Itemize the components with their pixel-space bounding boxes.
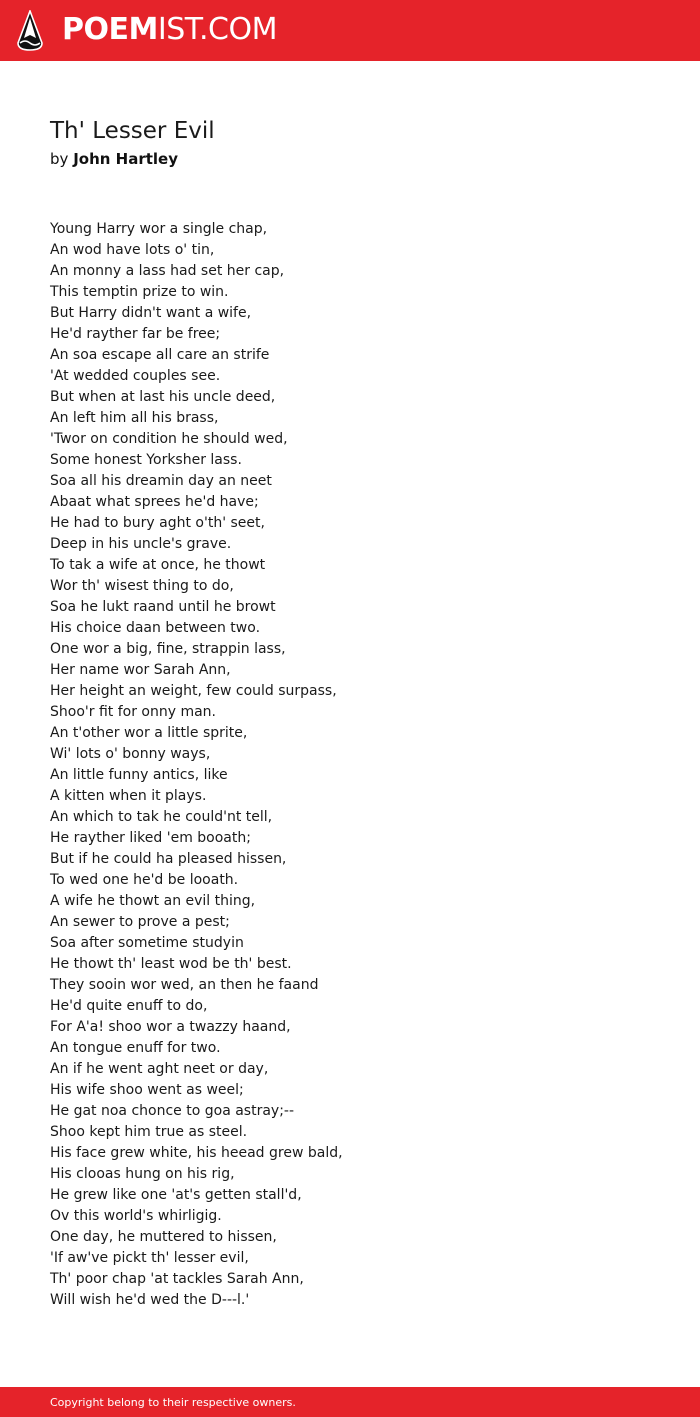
poem-line: For A'a! shoo wor a twazzy haand, <box>50 1019 291 1035</box>
poem-line: Will wish he'd wed the D---l.' <box>50 1292 250 1308</box>
poem-line: But when at last his uncle deed, <box>50 389 276 405</box>
logo-text-light: IST.COM <box>157 12 277 47</box>
pen-nib-icon[interactable] <box>17 10 43 51</box>
site-logo[interactable] <box>62 12 277 48</box>
poem-body <box>50 219 670 1311</box>
poem-line: A kitten when it plays. <box>50 788 207 804</box>
poem-line: Deep in his uncle's grave. <box>50 536 232 552</box>
poem-line: He'd rayther far be free; <box>50 326 221 342</box>
poem-line: An monny a lass had set her cap, <box>50 263 285 279</box>
poem-line: To wed one he'd be looath. <box>50 872 239 888</box>
poem-line: He grew like one 'at's getten stall'd, <box>50 1187 302 1203</box>
poem-line: 'If aw've pickt th' lesser evil, <box>50 1250 249 1266</box>
poem-line: He gat noa chonce to goa astray;-- <box>50 1103 295 1119</box>
poem-line: He thowt th' least wod be th' best. <box>50 956 292 972</box>
poem-line: An left him all his brass, <box>50 410 219 426</box>
poem-line: He'd quite enuff to do, <box>50 998 208 1014</box>
poem-line: Her height an weight, few could surpass, <box>50 683 337 699</box>
poem-line: An soa escape all care an strife <box>50 347 270 363</box>
poem-line: An tongue enuff for two. <box>50 1040 221 1056</box>
poem-line: Her name wor Sarah Ann, <box>50 662 231 678</box>
poem-line: One wor a big, fine, strappin lass, <box>50 641 286 657</box>
byline <box>50 148 178 170</box>
poem-line: Soa after sometime studyin <box>50 935 244 951</box>
poem-line: Ov this world's whirligig. <box>50 1208 222 1224</box>
site-footer <box>0 1387 700 1417</box>
author-name: John Hartley <box>73 150 178 168</box>
poem-line: An sewer to prove a pest; <box>50 914 230 930</box>
poem-line: Soa he lukt raand until he browt <box>50 599 276 615</box>
poem-line: 'At wedded couples see. <box>50 368 221 384</box>
poem-line: Wi' lots o' bonny ways, <box>50 746 211 762</box>
poem-line: One day, he muttered to hissen, <box>50 1229 277 1245</box>
poem-line: An t'other wor a little sprite, <box>50 725 248 741</box>
poem-line: But Harry didn't want a wife, <box>50 305 252 321</box>
poem-line: His clooas hung on his rig, <box>50 1166 235 1182</box>
poem-line: A wife he thowt an evil thing, <box>50 893 256 909</box>
poem-line: Some honest Yorksher lass. <box>50 452 242 468</box>
poem-line: His wife shoo went as weel; <box>50 1082 244 1098</box>
poem-line: An which to tak he could'nt tell, <box>50 809 273 825</box>
poem-line: Shoo'r fit for onny man. <box>50 704 216 720</box>
poem-line: He rayther liked 'em booath; <box>50 830 251 846</box>
site-header <box>0 0 700 61</box>
poem-line: They sooin wor wed, an then he faand <box>50 977 319 993</box>
logo-text-bold: POEM <box>62 12 158 47</box>
poem-line: His choice daan between two. <box>50 620 261 636</box>
copyright-text: Copyright belong to their respective owners. <box>50 1396 296 1409</box>
poem-line: His face grew white, his heead grew bald, <box>50 1145 343 1161</box>
poem-line: To tak a wife at once, he thowt <box>50 557 266 573</box>
poem-line: Young Harry wor a single chap, <box>50 221 268 237</box>
poem-line: An wod have lots o' tin, <box>50 242 215 258</box>
poem-line: Wor th' wisest thing to do, <box>50 578 234 594</box>
poem-line: Th' poor chap 'at tackles Sarah Ann, <box>50 1271 304 1287</box>
poem-line: Abaat what sprees he'd have; <box>50 494 259 510</box>
poem-line: But if he could ha pleased hissen, <box>50 851 287 867</box>
poem-title: Th' Lesser Evil <box>50 118 215 144</box>
poem-line: Shoo kept him true as steel. <box>50 1124 248 1140</box>
poem-line: An if he went aght neet or day, <box>50 1061 269 1077</box>
poem-line: He had to bury aght o'th' seet, <box>50 515 265 531</box>
poem-line: This temptin prize to win. <box>50 284 229 300</box>
by-label: by <box>50 150 69 168</box>
poem-line: An little funny antics, like <box>50 767 228 783</box>
poem-line: 'Twor on condition he should wed, <box>50 431 288 447</box>
poem-line: Soa all his dreamin day an neet <box>50 473 272 489</box>
